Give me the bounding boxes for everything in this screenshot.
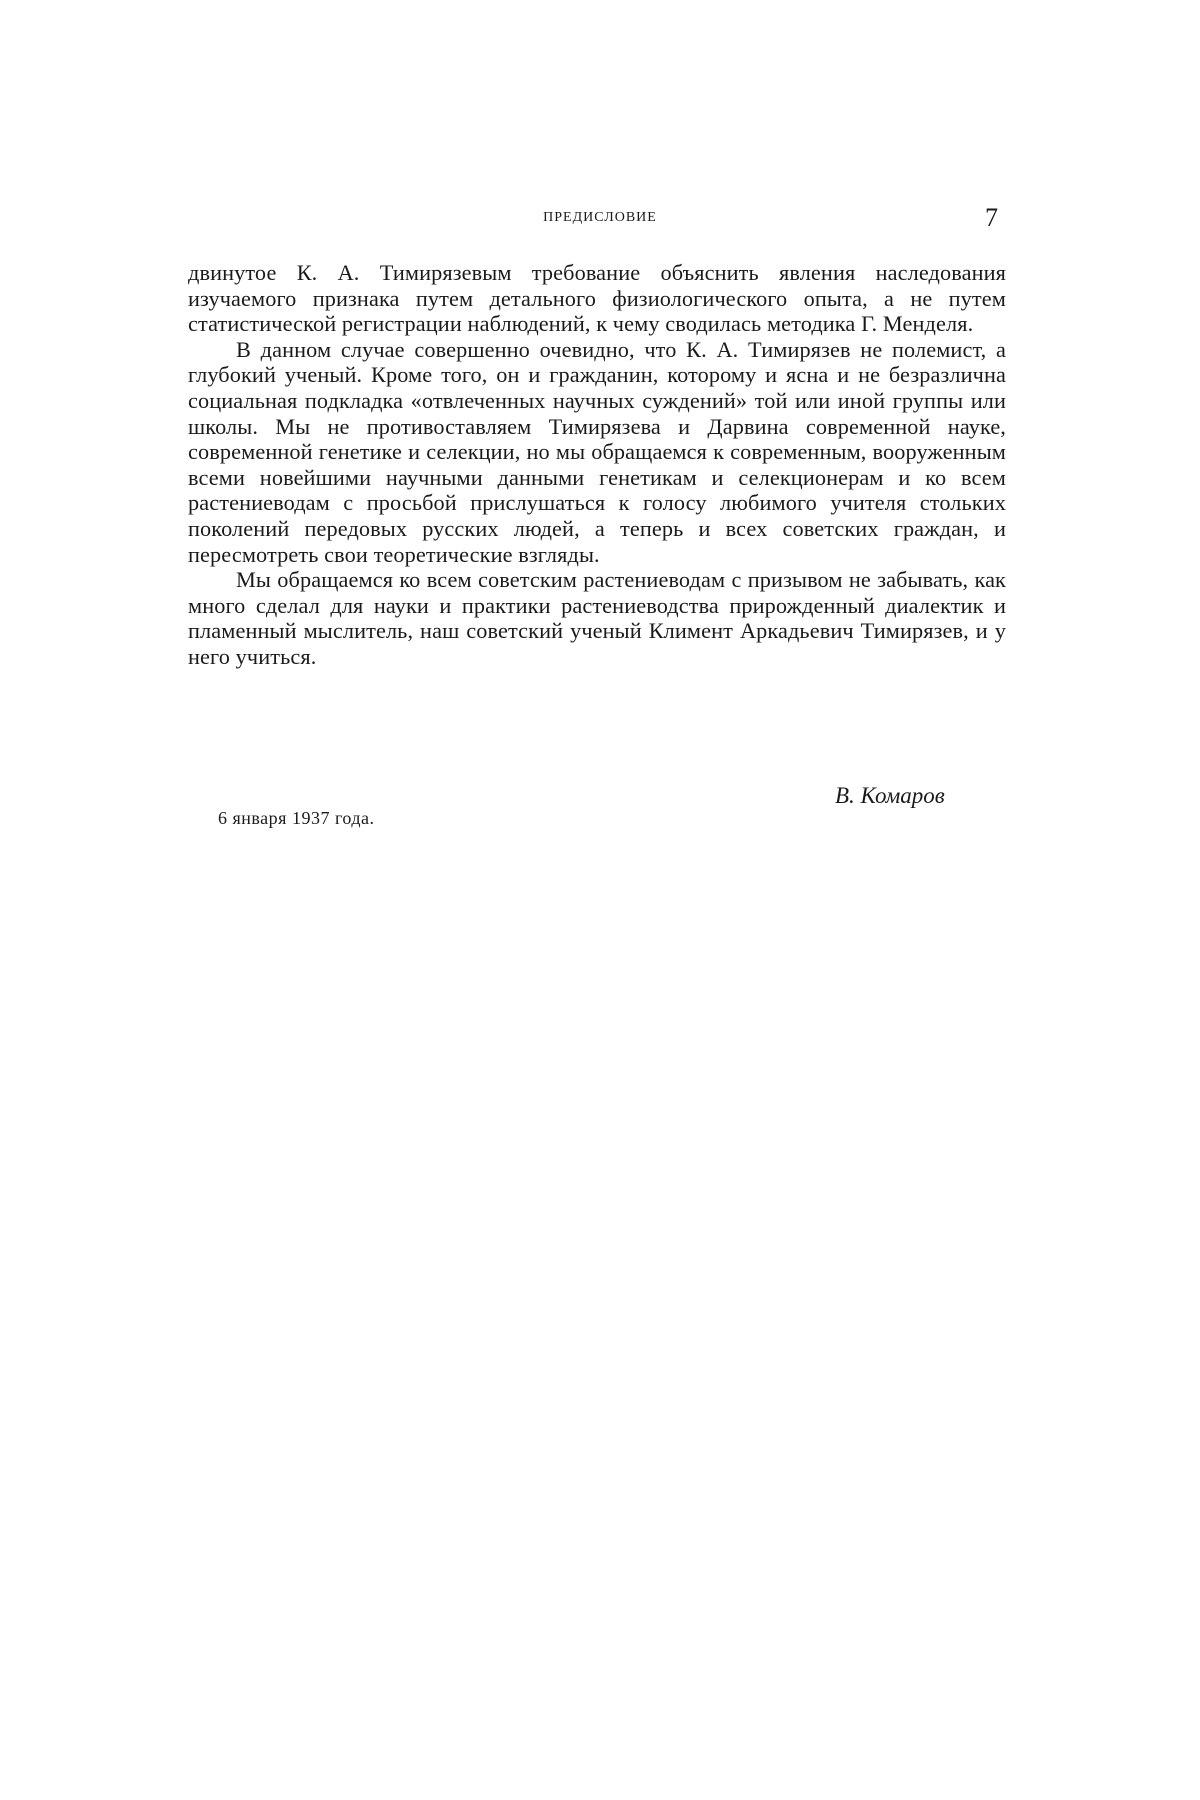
running-title: ПРЕДИСЛОВИЕ	[543, 210, 657, 225]
page-number: 7	[985, 203, 998, 232]
body-text	[188, 260, 1006, 670]
paragraph: двинутое К. А. Тимирязевым требование объяснить явления наследования изучаемого признака путем детального физиологического опыта, а не путем статистической регистрации наблюдений, к чему сводилась методика Г. Менделя.	[188, 260, 1006, 337]
date-line: 6 января 1937 года.	[218, 808, 375, 828]
paragraph: Мы обращаемся ко всем советским растениеводам с призывом не забывать, как много сделал для науки и практики растениеводства прирожденный диалектик и пламенный мыслитель, наш советский ученый Климент Аркадьевич Тимирязев, и у него учиться.	[188, 567, 1006, 669]
paragraph: В данном случае совершенно очевидно, что К. А. Тимирязев не полемист, а глубокий ученый. Кроме того, он и гражданин, которому и ясна и не безразлична социальная подкладка «отвлеченных научных суждений» той или иной группы или школы. Мы не противоставляем Тимирязева и Дарвина современной науке, современной генетике и селекции, но мы обращаемся к современным, вооруженным всеми новейшими научными данными генетикам и селекционерам и ко всем растениеводам с просьбой прислушаться к голосу любимого учителя стольких поколений передовых русских людей, а теперь и всех советских граждан, и пересмотреть свои теоретические взгляды.	[188, 336, 1006, 567]
author-signature: В. Комаров	[835, 783, 945, 808]
